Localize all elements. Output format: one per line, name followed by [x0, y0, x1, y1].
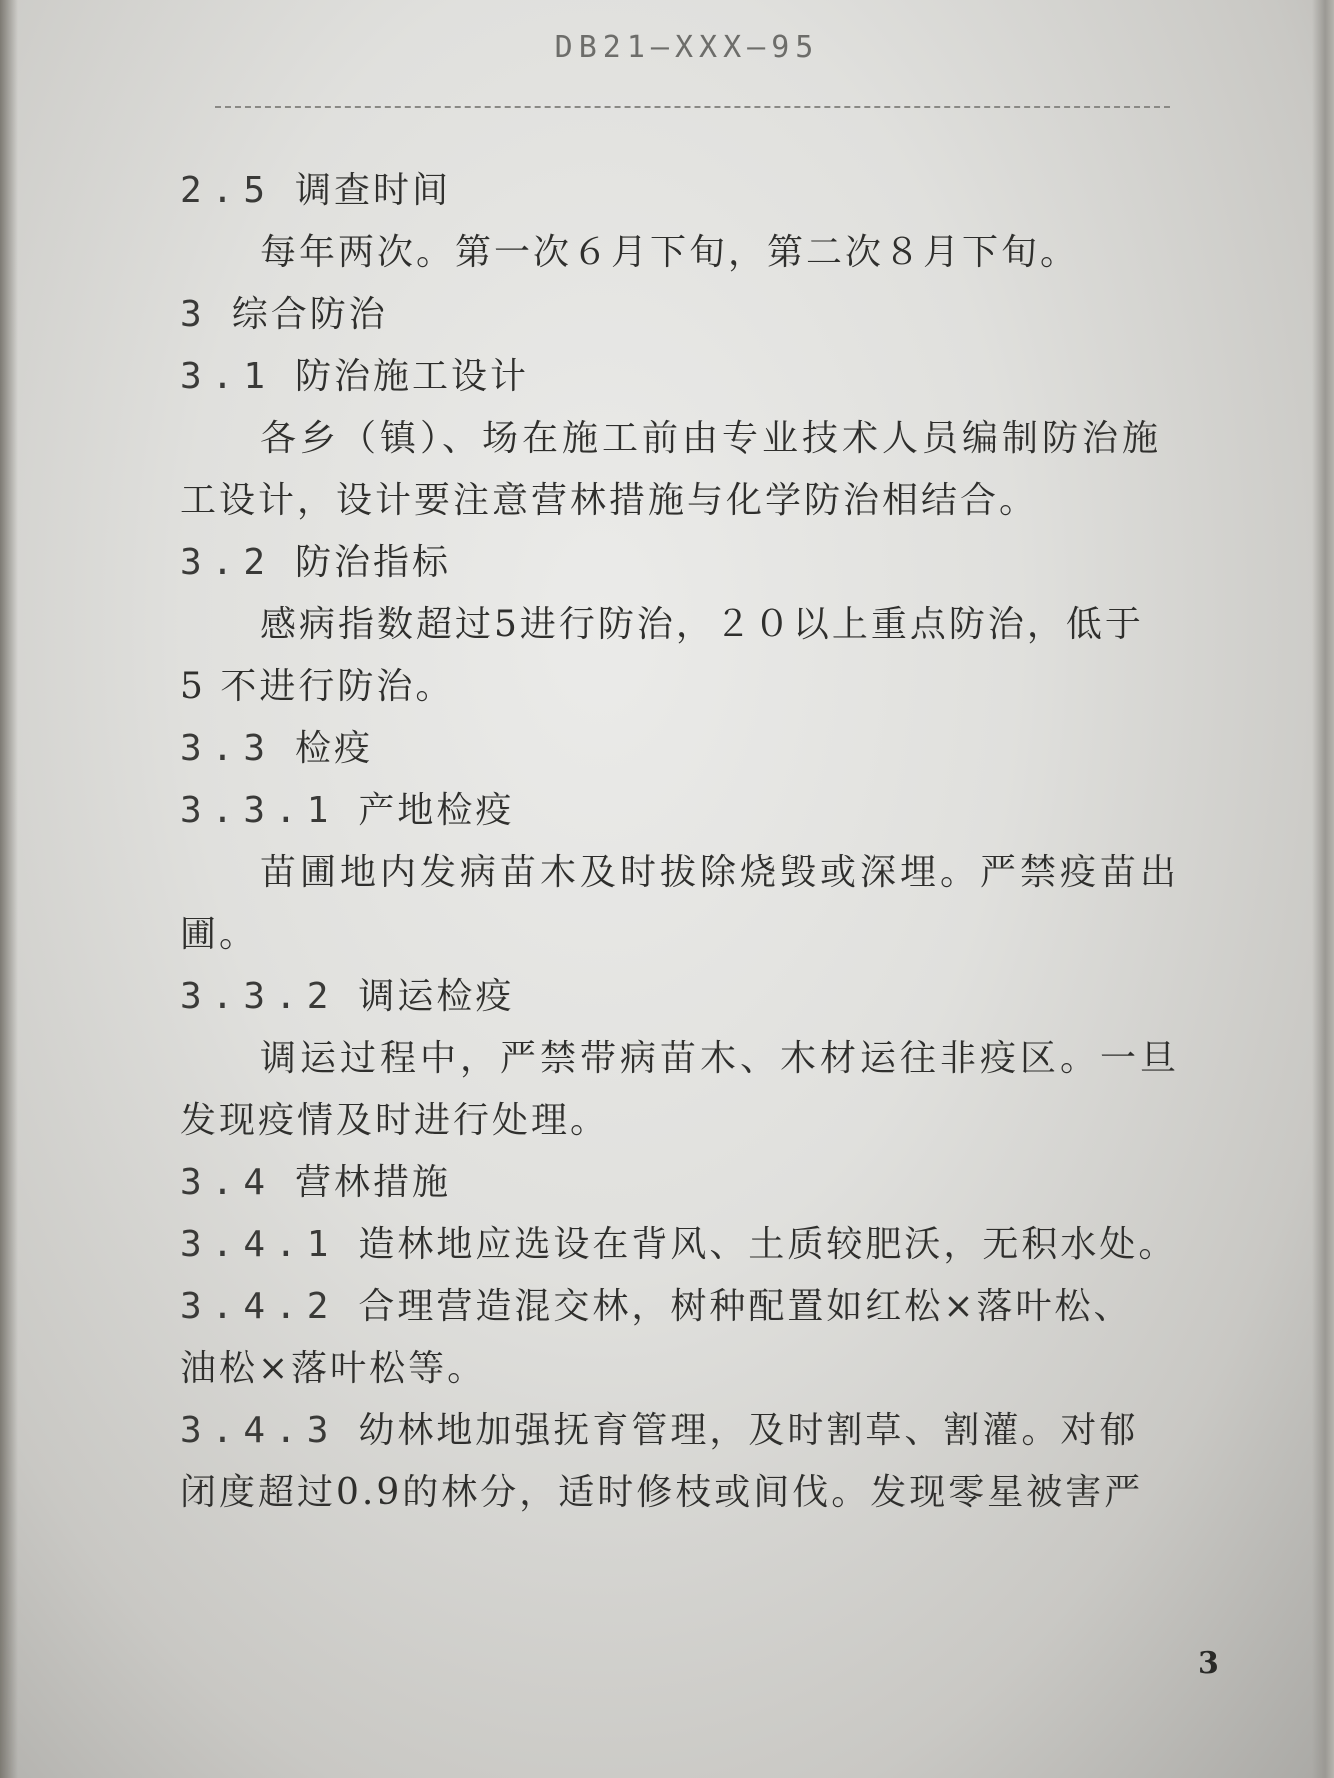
paragraph-line: 每年两次。第一次６月下旬，第二次８月下旬。	[260, 232, 1080, 273]
paragraph-line: 调运过程中，严禁带病苗木、木材运往非疫区。一旦	[260, 1038, 1181, 1079]
clause-line	[180, 1214, 1220, 1276]
section-heading	[180, 284, 1220, 346]
clause-text: 合理营造混交林，树种配置如红松×落叶松、	[358, 1286, 1133, 1327]
page-left-shadow	[0, 0, 18, 1778]
section-heading	[180, 160, 1220, 222]
section-title: 营林措施	[295, 1162, 452, 1203]
section-number: 3.3.2	[180, 976, 339, 1017]
section-title: 防治指标	[295, 542, 452, 583]
section-heading	[180, 966, 1220, 1028]
clause-text: 造林地应选设在背风、土质较肥沃，无积水处。	[358, 1224, 1178, 1265]
paragraph-continuation: 圃。	[180, 914, 259, 955]
section-heading	[180, 780, 1220, 842]
section-title: 产地检疫	[358, 790, 515, 831]
section-title: 调查时间	[295, 170, 452, 211]
paragraph-continuation: 5 不进行防治。	[180, 666, 455, 707]
section-title: 检疫	[295, 728, 374, 769]
clause-line	[180, 1276, 1220, 1338]
header-divider	[215, 106, 1170, 108]
clause-text: 幼林地加强抚育管理，及时割草、割灌。对郁	[358, 1410, 1139, 1451]
page-right-edge	[1312, 0, 1334, 1778]
clause-number: 3.4.2	[180, 1286, 339, 1327]
paragraph-line: 感病指数超过5进行防治，２０以上重点防治，低于	[260, 604, 1144, 645]
section-heading	[180, 346, 1220, 408]
section-title: 综合防治	[231, 294, 388, 335]
paragraph-line: 各乡（镇）、场在施工前由专业技术人员编制防治施	[260, 418, 1163, 459]
section-number: 3	[180, 294, 212, 335]
clause-number: 3.4.3	[180, 1410, 339, 1451]
clause-line	[180, 1400, 1220, 1462]
document-body	[180, 160, 1220, 1524]
page-number: 3	[1198, 1646, 1219, 1681]
paragraph-continuation: 发现疫情及时进行处理。	[180, 1100, 610, 1141]
paragraph-line: 苗圃地内发病苗木及时拔除烧毁或深埋。严禁疫苗出	[260, 852, 1181, 893]
section-number: 3.3	[180, 728, 276, 769]
paragraph-continuation: 油松×落叶松等。	[180, 1348, 487, 1389]
section-number: 3.1	[180, 356, 276, 397]
section-number: 3.4	[180, 1162, 276, 1203]
section-title: 防治施工设计	[295, 356, 530, 397]
section-number: 3.3.1	[180, 790, 339, 831]
paragraph-continuation: 闭度超过0.9的林分，适时修枝或间伐。发现零星被害严	[180, 1472, 1144, 1513]
section-heading	[180, 1152, 1220, 1214]
section-title: 调运检疫	[358, 976, 515, 1017]
standard-code-header: DB21—XXX—95	[554, 30, 820, 65]
paragraph-continuation: 工设计，设计要注意营林措施与化学防治相结合。	[180, 480, 1039, 521]
section-heading	[180, 532, 1220, 594]
section-number: 2.5	[180, 170, 276, 211]
section-number: 3.2	[180, 542, 276, 583]
clause-number: 3.4.1	[180, 1224, 339, 1265]
section-heading	[180, 718, 1220, 780]
